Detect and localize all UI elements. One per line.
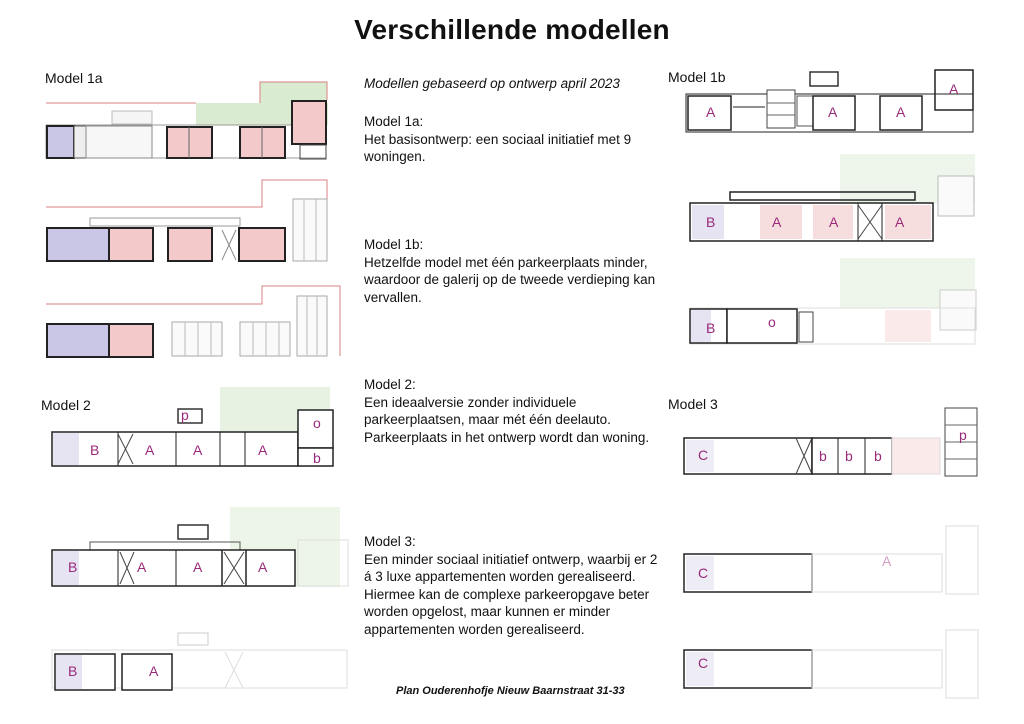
section-body: Het basisontwerp: een sociaal initiatief met 9 woningen.	[364, 131, 632, 164]
unit-letter: B	[706, 214, 716, 230]
section-body: Een minder sociaal initiatief ontwerp, waarbij er 2 á 3 luxe appartementen worden gerealiseerd. Hiermee kan de complexe parkeeropgave beter worden opgelost, maar kunnen er minder appartementen worden gerealiseerd.	[364, 551, 658, 637]
unit-letter: A	[882, 553, 892, 569]
plan-model-3-top	[684, 408, 977, 476]
section-head: Model 1a:	[364, 114, 424, 129]
unit-letter: A	[895, 214, 905, 230]
unit-letter: p	[959, 427, 967, 443]
footer-caption: Plan Ouderenhofje Nieuw Baarnstraat 31-33	[396, 685, 625, 697]
unit-letter: A	[706, 104, 716, 120]
plan-model-1a-mid	[46, 180, 327, 261]
plan-model-1b-mid	[690, 154, 975, 241]
page-title: Verschillende modellen	[354, 14, 670, 45]
unit-letter: A	[149, 663, 159, 679]
unit-letter: A	[145, 442, 155, 458]
plan-model-2-bot	[52, 633, 347, 690]
unit-letter: A	[896, 104, 906, 120]
label-model-2: Model 2	[41, 397, 91, 413]
unit-letter: b	[845, 448, 853, 464]
unit-letter: b	[313, 450, 321, 466]
unit-letter: A	[949, 81, 959, 97]
section-head: Model 1b:	[364, 237, 424, 252]
label-model-1b: Model 1b	[668, 69, 726, 85]
plan-model-1b-top	[686, 70, 973, 132]
plan-model-2-top	[52, 387, 333, 467]
unit-letter: B	[90, 442, 100, 458]
unit-letter: A	[193, 559, 203, 575]
unit-letter: b	[819, 448, 827, 464]
unit-letter: A	[137, 559, 147, 575]
unit-letter: A	[772, 214, 782, 230]
unit-letter: B	[706, 320, 716, 336]
unit-letter: B	[68, 663, 78, 679]
plan-model-1b-bot	[690, 258, 976, 344]
section-body: Een ideaalversie zonder individuele parkeerplaatsen, maar mét één deelauto. Parkeerplaats in het ontwerp wordt dan woning.	[364, 394, 650, 445]
plan-model-1a-bot	[46, 286, 340, 357]
unit-letter: C	[698, 565, 709, 581]
unit-letter: C	[698, 447, 709, 463]
unit-letter: C	[698, 655, 709, 671]
unit-letter: A	[828, 104, 838, 120]
section-head: Model 2:	[364, 377, 416, 392]
unit-letter: A	[258, 442, 268, 458]
unit-letter: b	[874, 448, 882, 464]
plan-model-3-bot	[684, 630, 978, 698]
plan-model-2-mid	[52, 507, 348, 587]
label-model-1a: Model 1a	[45, 70, 103, 86]
unit-letter: p	[181, 407, 189, 423]
unit-letter: B	[68, 559, 78, 575]
subtitle: Modellen gebaseerd op ontwerp april 2023	[364, 76, 620, 91]
plan-model-3-mid	[684, 526, 978, 594]
unit-letter: A	[193, 442, 203, 458]
section-body: Hetzelfde model met één parkeerplaats minder, waardoor de galerij op de tweede verdieping kan vervallen.	[364, 254, 656, 305]
plan-model-1a-top	[46, 82, 328, 159]
unit-letter: A	[829, 214, 839, 230]
unit-letter: A	[258, 559, 268, 575]
unit-letter: o	[768, 314, 776, 330]
section-head: Model 3:	[364, 534, 416, 549]
label-model-3: Model 3	[668, 396, 718, 412]
unit-letter: o	[313, 415, 321, 431]
